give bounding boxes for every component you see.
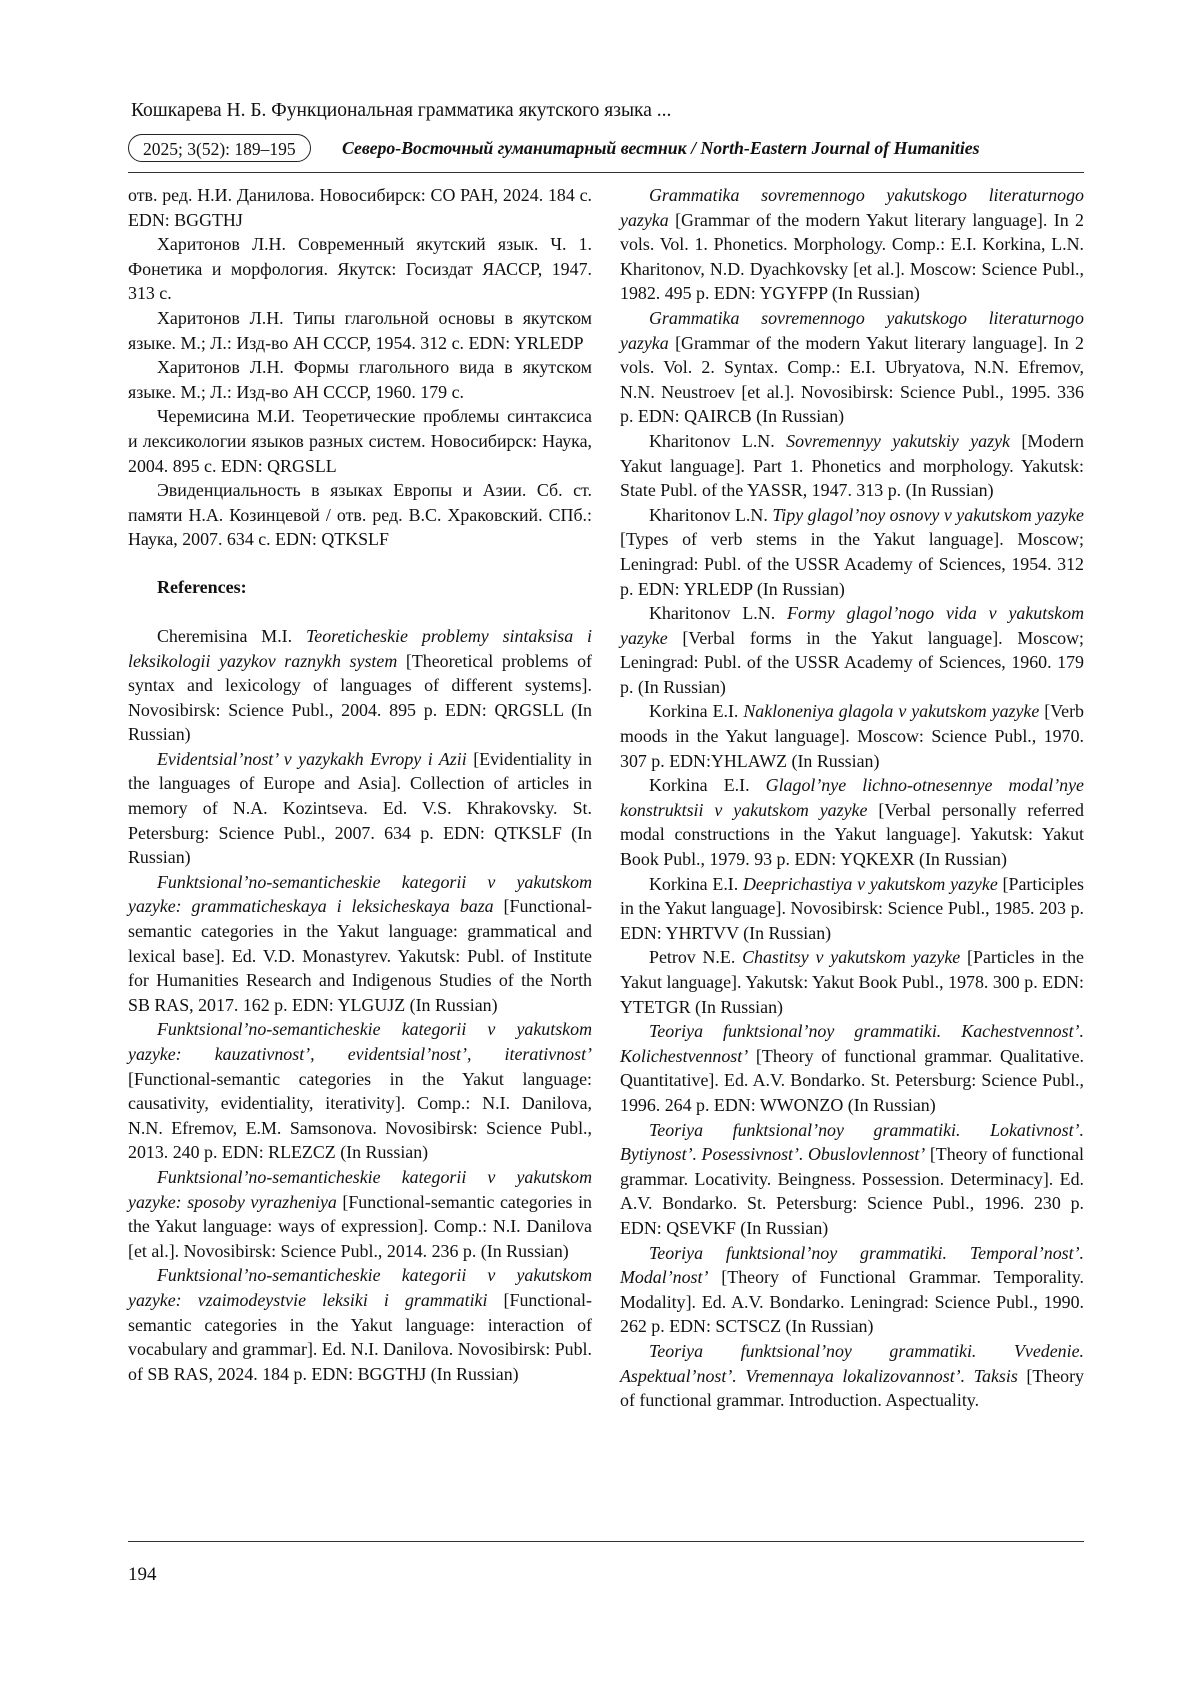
reference-title: Teoriya funktsional’noy grammatiki. Lokativnost’. Bytiynost’. Posessivnost’. Obuslovlennost’ [620, 1119, 1084, 1165]
reference-title: Sovremennyy yakutskiy yazyk [786, 430, 1010, 451]
reference-details: [Modern Yakut language]. Part 1. Phonetics and morphology. Yakutsk: State Publ. of the YASSR, 1947. 313 p. (In Russian) [620, 430, 1085, 501]
header-divider [128, 172, 1084, 173]
reference-details: [Verb moods in the Yakut language]. Moscow: Science Publ., 1970. 307 p. EDN:YHLAWZ (In Russian) [620, 701, 1085, 771]
reference-item: Эвиденциальность в языках Европы и Азии. Сб. ст. памяти Н.А. Козинцевой / отв. ред. В.С. Храковский. СПб.: Наука, 2007. 634 с. EDN: QTKSLF [128, 480, 592, 550]
reference-item [620, 872, 1084, 946]
reference-author: Kharitonov L.N. [649, 504, 773, 525]
reference-item [128, 1263, 592, 1386]
reference-title: Glagol’nye lichno-otnesennye modal’nye konstruktsii v yakutskom yazyke [620, 775, 1084, 820]
reference-author: Cheremisina M.I. [157, 625, 306, 646]
right-column [620, 183, 1084, 1413]
reference-details: [Theoretical problems of syntax and lexicology of languages of different systems]. Novosibirsk: Science Publ., 2004. 895 p. EDN: QRGSLL (In Russian) [128, 650, 592, 745]
reference-item [620, 1241, 1084, 1339]
reference-details: [Theory of functional grammar. Qualitative. Quantitative]. Ed. A.V. Bondarko. St. Petersburg: Science Publ., 1996. 264 p. EDN: WWONZO (In Russian) [620, 1045, 1084, 1115]
reference-item [620, 1118, 1084, 1241]
reference-details: [Participles in the Yakut language]. Novosibirsk: Science Publ., 1985. 203 p. EDN: YHRTVV (In Russian) [620, 873, 1085, 943]
journal-header [128, 134, 1084, 164]
reference-item: Черемисина М.И. Теоретические проблемы синтаксиса и лексикологии языков разных систем. Новосибирск: Наука, 2004. 895 с. EDN: QRGSLL [128, 406, 592, 476]
reference-item [620, 945, 1084, 1019]
reference-item [128, 747, 592, 870]
reference-item [128, 1165, 592, 1263]
reference-details: [Functional-semantic categories in the Yakut language: causativity, evidentiality, iterativity]. Comp.: N.I. Danilova, N.N. Efremov, E.M. Samsonova. Novosibirsk: Science Publ., 2013. 240 p. EDN: RLEZCZ (In Russian) [128, 1068, 592, 1163]
page-number: 194 [128, 1564, 157, 1585]
footer-divider [128, 1541, 1084, 1542]
reference-title: Grammatika sovremennogo yakutskogo literaturnogo yazyka [620, 307, 1084, 353]
running-title: Кошкарева Н. Б. Функциональная грамматика якутского языка ... [131, 100, 672, 121]
reference-item: Харитонов Л.Н. Формы глагольного вида в якутском языке. М.; Л.: Изд-во АН СССР, 1960. 179 с. [128, 357, 592, 402]
reference-author: Korkina E.I. [649, 873, 744, 894]
reference-item [620, 1339, 1084, 1413]
reference-item [620, 773, 1084, 871]
reference-title: Funktsional’no-semanticheskie kategorii v yakutskom yazyke: grammaticheskaya i leksicheskaya baza [128, 871, 592, 917]
reference-title: Nakloneniya glagola v yakutskom yazyke [743, 701, 1040, 722]
reference-details: [Theory of functional grammar. Locativity. Beingness. Possession. Determinacy]. Ed. A.V. Bondarko. St. Petersburg: Science Publ., 1996. 230 p. EDN: QSEVKF (In Russian) [620, 1144, 1084, 1238]
reference-details: [Verbal forms in the Yakut language]. Moscow; Leningrad: Publ. of the USSR Academy of Sciences, 1960. 179 p. (In Russian) [620, 627, 1084, 697]
reference-item [128, 870, 592, 1018]
reference-title: Evidentsial’nost’ v yazykakh Evropy i Azii [157, 748, 467, 769]
reference-item [620, 1019, 1084, 1117]
reference-title: Chastitsy v yakutskom yazyke [742, 947, 961, 968]
reference-title: Funktsional’no-semanticheskie kategorii v yakutskom yazyke: kauzativnost’, evidentsial’nost’, iterativnost’ [128, 1019, 592, 1064]
reference-details: [Theory of functional grammar. Introduction. Aspectuality. [620, 1365, 1084, 1411]
reference-title: Teoriya funktsional’noy grammatiki. Temporal’nost’. Modal’nost’ [620, 1242, 1084, 1288]
reference-item [128, 624, 592, 747]
reference-item: Харитонов Л.Н. Типы глагольной основы в якутском языке. М.; Л.: Изд-во АН СССР, 1954. 312 с. EDN: YRLEDP [128, 307, 592, 353]
reference-item: отв. ред. Н.И. Данилова. Новосибирск: СО РАН, 2024. 184 с. EDN: BGGTHJ [128, 185, 592, 230]
journal-title: Северо-Восточный гуманитарный вестник / North-Eastern Journal of Humanities [342, 138, 980, 158]
reference-title: Teoriya funktsional’noy grammatiki. Kachestvennost’. Kolichestvennost’ [620, 1021, 1084, 1066]
reference-details: [Particles in the Yakut language]. Yakutsk: Yakut Book Publ., 1978. 300 p. EDN: YTETGR (In Russian) [620, 947, 1084, 1017]
reference-title: Funktsional’no-semanticheskie kategorii v yakutskom yazyke: sposoby vyrazheniya [128, 1166, 592, 1212]
reference-author: Kharitonov L.N. [649, 603, 788, 624]
reference-title: Grammatika sovremennogo yakutskogo literaturnogo yazyka [620, 185, 1084, 230]
references-heading: References: [157, 576, 247, 597]
reference-details: [Verbal personally referred modal constructions in the Yakut language]. Yakutsk: Yakut Book Publ., 1979. 93 p. EDN: YQKEXR (In Russian) [620, 799, 1084, 870]
reference-details: [Evidentiality in the languages of Europe and Asia]. Collection of articles in memory of N.A. Kozintseva. Ed. V.S. Khrakovsky. St. Petersburg: Science Publ., 2007. 634 p. EDN: QTKSLF (In Russian) [128, 748, 593, 868]
reference-item [620, 183, 1084, 306]
reference-details: [Functional-semantic categories in the Yakut language: grammatical and lexical base]. Ed. V.D. Monastyrev. Yakutsk: Publ. of Institute for Humanities Research and Indigenous Studies of the North SB RAS, 2017. 162 p. EDN: YLGUJZ (In Russian) [128, 896, 592, 1015]
reference-title: Deeprichastiya v yakutskom yazyke [743, 873, 998, 894]
reference-author: Kharitonov L.N. [649, 430, 787, 451]
reference-details: [Grammar of the modern Yakut literary language]. In 2 vols. Vol. 2. Syntax. Comp.: E.I. Ubryatova, N.N. Efremov, N.N. Neustroev [et al.]. Novosibirsk: Science Publ., 1995. 336 p. EDN: QAIRCB (In Russian) [620, 332, 1084, 427]
reference-item [620, 503, 1084, 601]
reference-title: Tipy glagol’noy osnovy v yakutskom yazyke [772, 504, 1084, 525]
reference-author: Petrov N.E. [649, 947, 743, 968]
reference-details: [Types of verb stems in the Yakut language]. Moscow; Leningrad: Publ. of the USSR Academy of Sciences, 1954. 312 p. EDN: YRLEDP (In Russian) [620, 529, 1084, 599]
reference-details: [Functional-semantic categories in the Yakut language: ways of expression]. Comp.: N.I. Danilova [et al.]. Novosibirsk: Science Publ., 2014. 236 p. (In Russian) [128, 1191, 592, 1261]
reference-item [620, 429, 1084, 503]
reference-item [128, 1017, 592, 1165]
reference-title: Formy glagol’nogo vida v yakutskom yazyke [620, 603, 1084, 648]
reference-item [620, 306, 1084, 429]
left-column [128, 183, 592, 1386]
reference-author: Korkina E.I. [649, 701, 744, 722]
issue-badge: 2025; 3(52): 189–195 [128, 134, 311, 162]
reference-author: Korkina E.I. [649, 775, 766, 796]
reference-title: Teoriya funktsional’noy grammatiki. Vvedenie. Aspektual’nost’. Vremennaya lokalizovannost’. Taksis [620, 1340, 1084, 1386]
reference-title: Teoreticheskie problemy sintaksisa i leksikologii yazykov raznykh system [128, 625, 592, 671]
reference-details: [Functional-semantic categories in the Yakut language: interaction of vocabulary and grammar]. Ed. N.I. Danilova. Novosibirsk: Publ. of SB RAS, 2024. 184 p. EDN: BGGTHJ (In Russian) [128, 1289, 592, 1384]
reference-details: [Grammar of the modern Yakut literary language]. In 2 vols. Vol. 1. Phonetics. Morphology. Comp.: E.I. Korkina, L.N. Kharitonov, N.D. Dyachkovsky [et al.]. Moscow: Science Publ., 1982. 495 p. EDN: YGYFPP (In Russian) [620, 209, 1084, 304]
reference-item [620, 699, 1084, 773]
reference-item: Харитонов Л.Н. Современный якутский язык. Ч. 1. Фонетика и морфология. Якутск: Госиздат ЯАССР, 1947. 313 с. [128, 234, 592, 304]
reference-title: Funktsional’no-semanticheskie kategorii v yakutskom yazyke: vzaimodeystvie leksiki i grammatiki [128, 1265, 592, 1310]
reference-item [620, 601, 1084, 699]
reference-details: [Theory of Functional Grammar. Temporality. Modality]. Ed. A.V. Bondarko. Leningrad: Science Publ., 1990. 262 p. EDN: SCTSCZ (In Russian) [620, 1267, 1084, 1337]
